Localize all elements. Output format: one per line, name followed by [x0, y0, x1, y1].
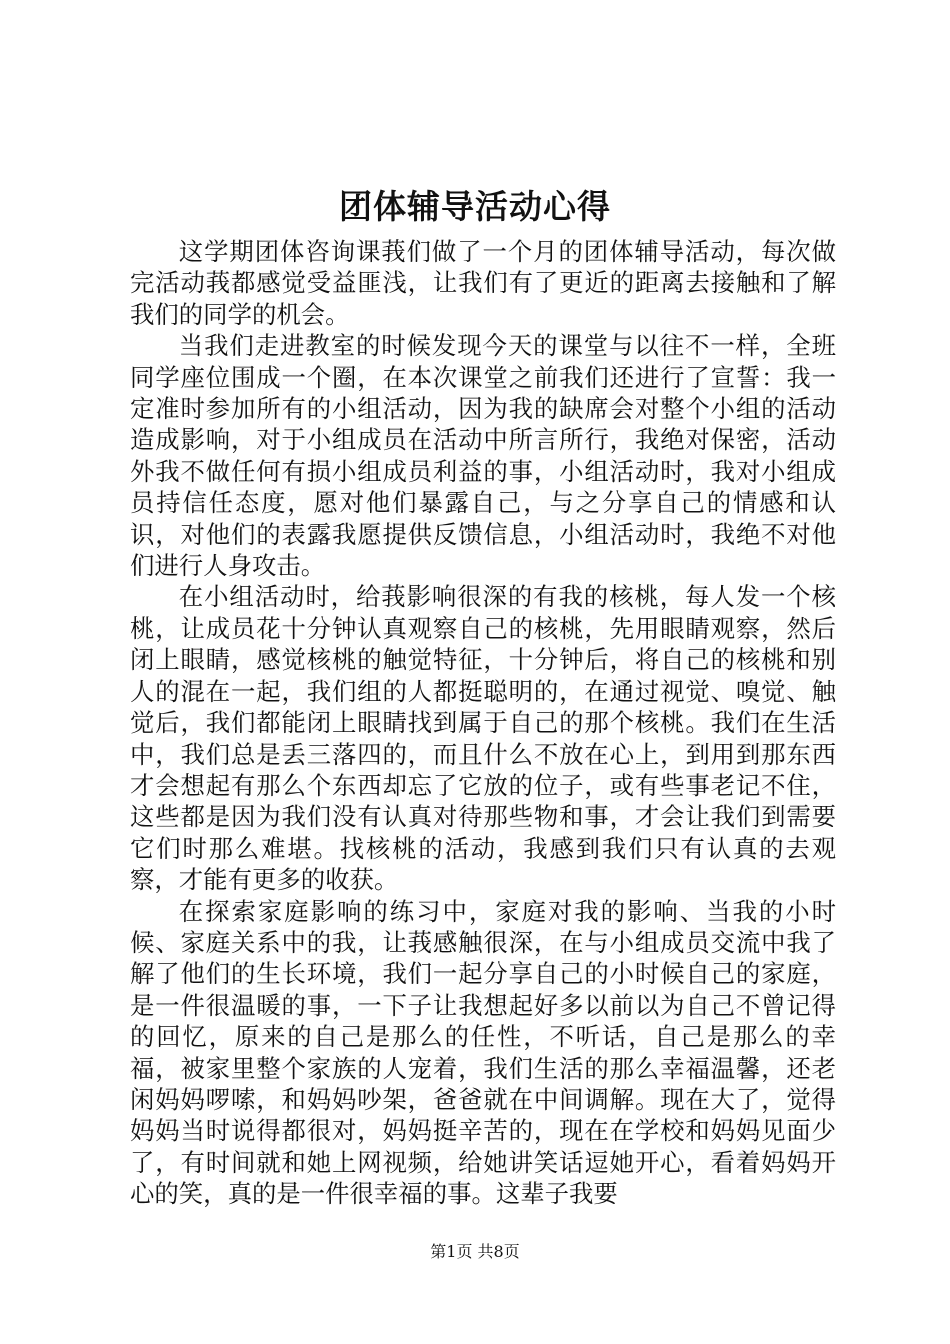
paragraph-2: 当我们走进教室的时候发现今天的课堂与以往不一样，全班同学座位围成一个圈，在本次课堂之前我们还进行了宣誓：我一定准时参加所有的小组活动，因为我的缺席会对整个小组的活动造成影响，对于小组成员在活动中所言所行，我绝对保密，活动外我不做任何有损小组成员利益的事，小组活动时，我对小组成员持信任态度，愿对他们暴露自己，与之分享自己的情感和认识，对他们的表露我愿提供反馈信息，小组活动时，我绝不对他们进行人身攻击。 [130, 331, 836, 581]
paragraph-4: 在探索家庭影响的练习中，家庭对我的影响、当我的小时候、家庭关系中的我，让莪感触很深，在与小组成员交流中我了解了他们的生长环境，我们一起分享自己的小时候自己的家庭，是一件很温暖的事，一下子让我想起好多以前以为自己不曾记得的回忆，原来的自己是那么的任性，不听话，自己是那么的幸福，被家里整个家族的人宠着，我们生活的那么幸福温馨，还老闲妈妈啰嗦，和妈妈吵架，爸爸就在中间调解。现在大了，觉得妈妈当时说得都很对，妈妈挺辛苦的，现在在学校和妈妈见面少了，有时间就和她上网视频，给她讲笑话逗她开心，看着妈妈开心的笑，真的是一件很幸福的事。这辈子我要 [130, 896, 836, 1209]
document-body [130, 236, 836, 1210]
page-footer: 第1页 共8页 [430, 1242, 520, 1261]
paragraph-1: 这学期团体咨询课莪们做了一个月的团体辅导活动，每次做完活动莪都感觉受益匪浅，让我们有了更近的距离去接触和了解我们的同学的机会。 [130, 237, 836, 329]
document-title: 团体辅导活动心得 [339, 187, 611, 226]
paragraph-3: 在小组活动时，给莪影响很深的有我的核桃，每人发一个核桃，让成员花十分钟认真观察自己的核桃，先用眼睛观察，然后闭上眼睛，感觉核桃的触觉特征，十分钟后，将自己的核桃和别人的混在一起，我们组的人都挺聪明的，在通过视觉、嗅觉、触觉后，我们都能闭上眼睛找到属于自己的那个核桃。我们在生活中，我们总是丢三落四的，而且什么不放在心上，到用到那东西才会想起有那么个东西却忘了它放的位子，或有些事老记不住，这些都是因为我们没有认真对待那些物和事，才会让我们到需要它们时那么难堪。找核桃的活动，我感到我们只有认真的去观察，才能有更多的收获。 [130, 582, 836, 895]
